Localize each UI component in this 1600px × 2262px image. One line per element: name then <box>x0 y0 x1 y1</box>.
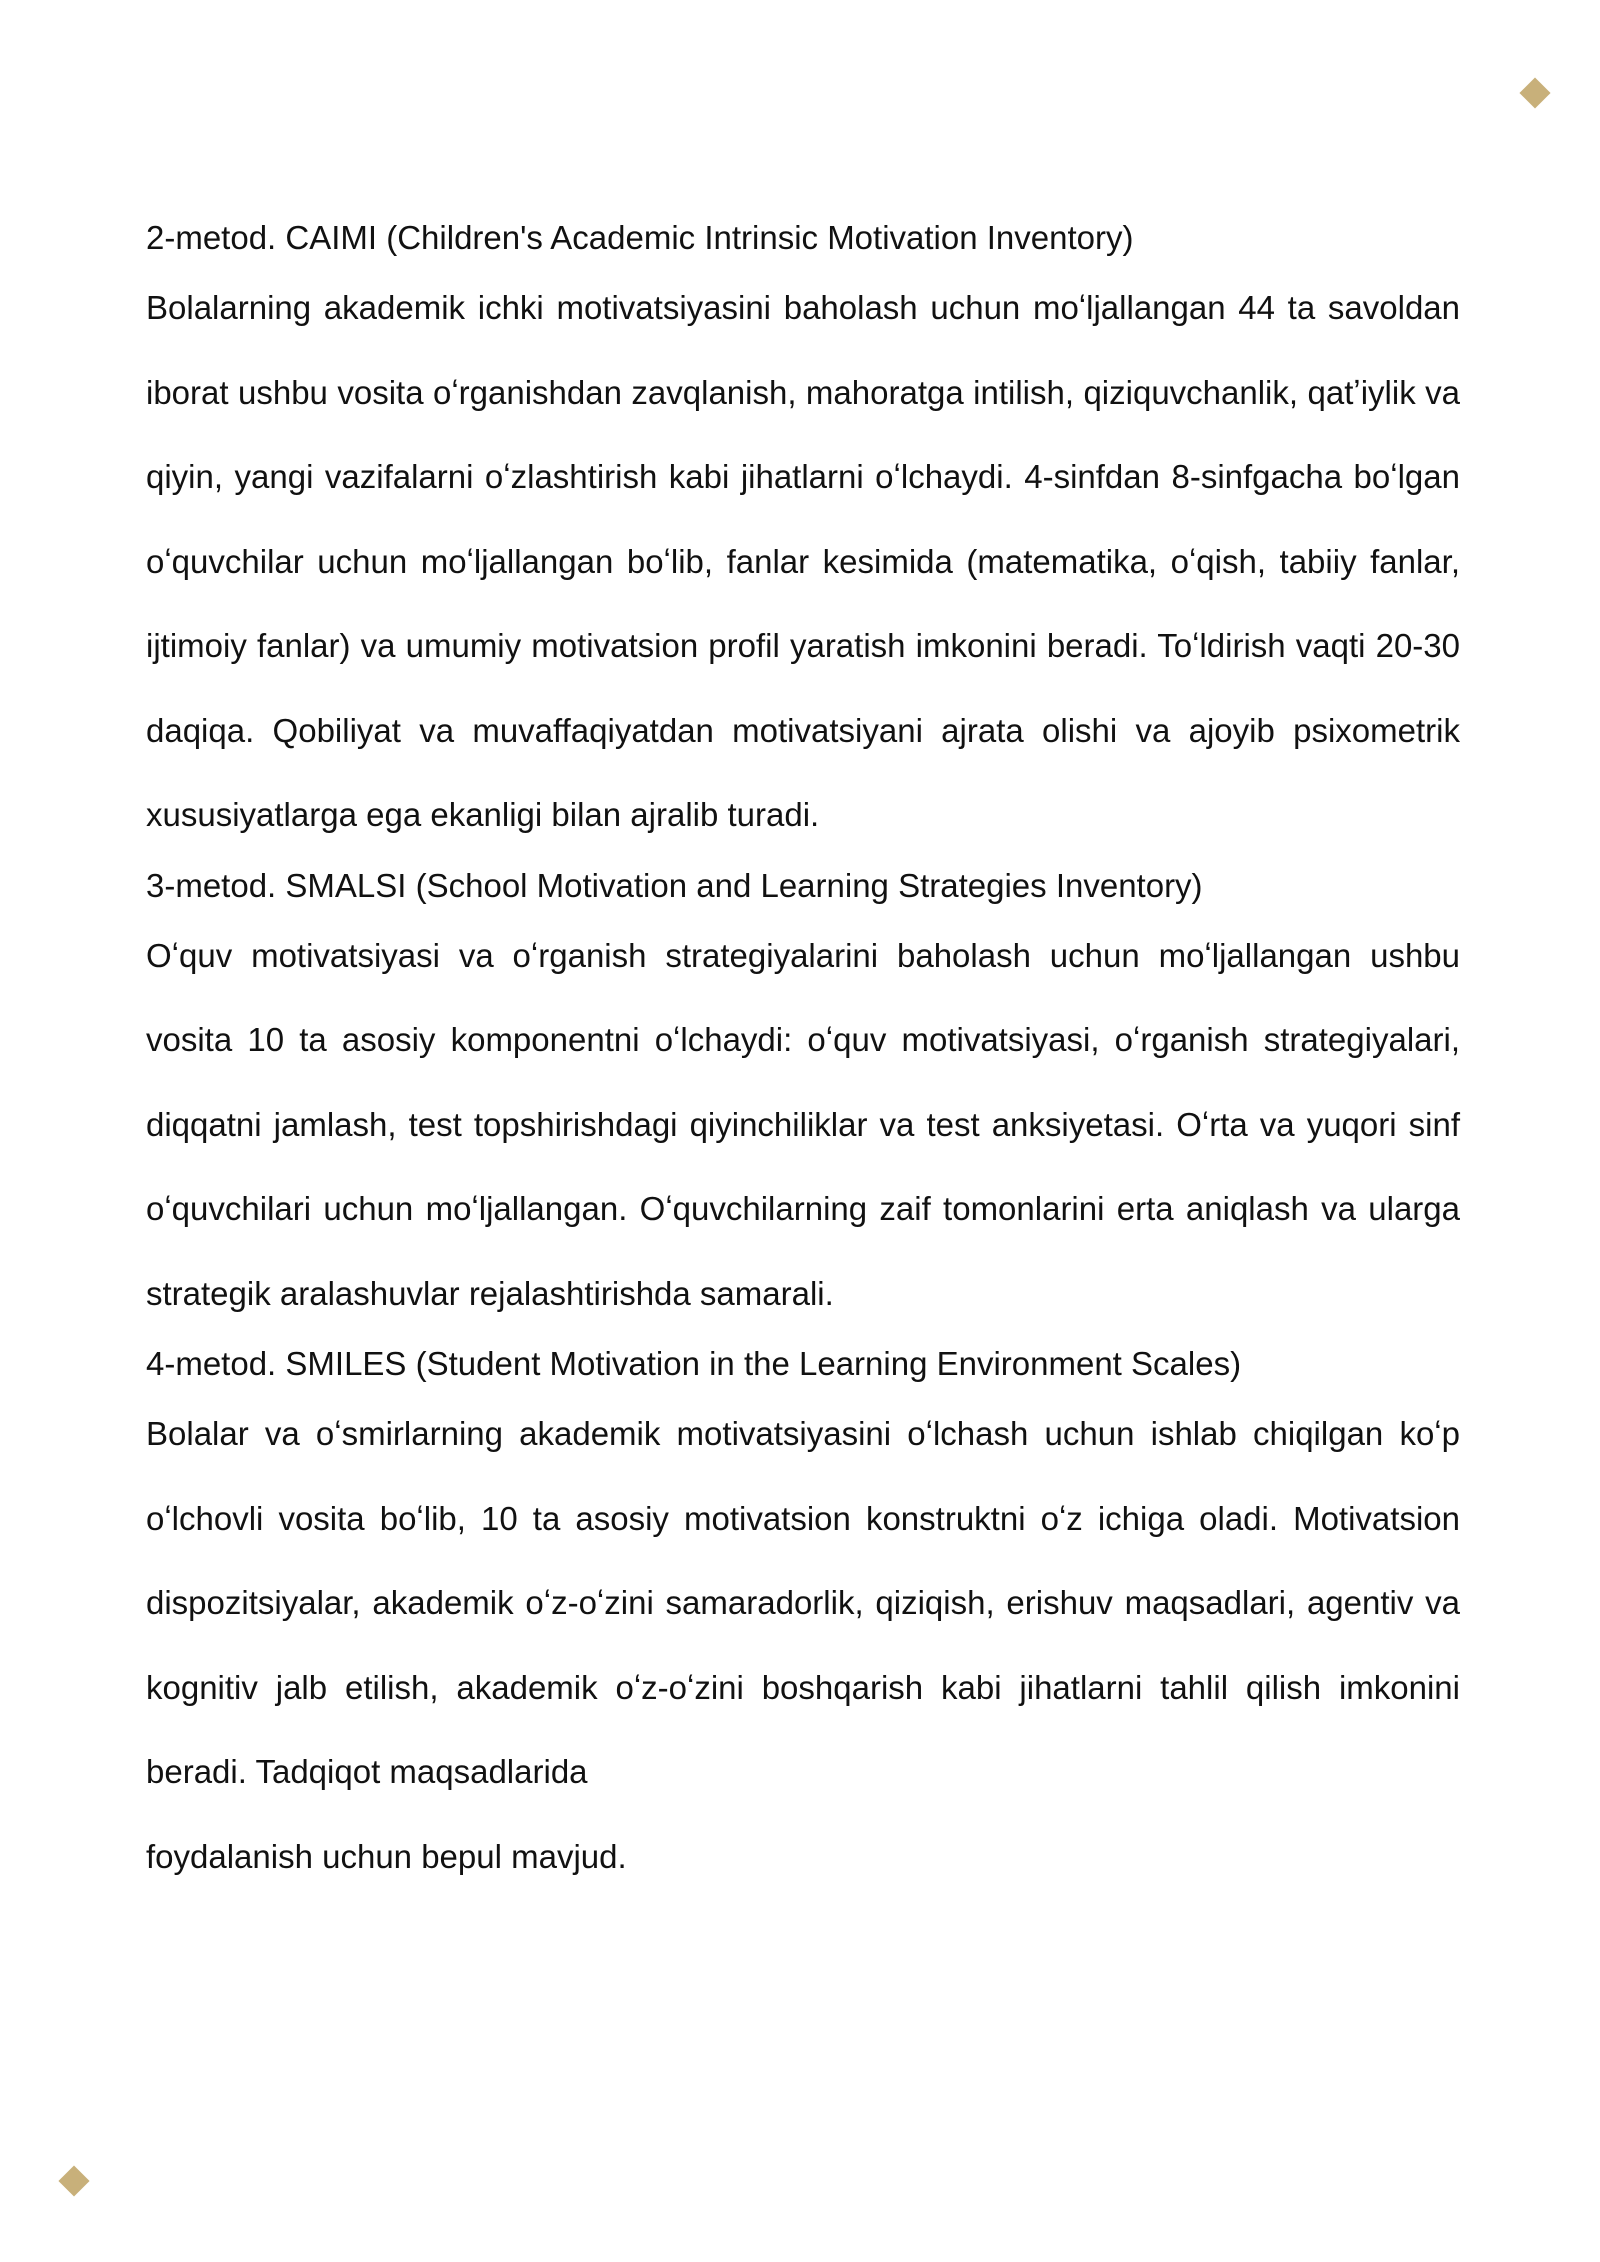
section-paragraph: Bolalarning akademik ichki motivatsiyasini baholash uchun moʻljallangan 44 ta savoldan iborat ushbu vosita oʻrganishdan zavqlanish, mahoratga intilish, qiziquvchanlik, qatʼiylik va qiyin, yangi vazifalarni oʻzlashtirish kabi jihatlarni oʻlchaydi. 4-sinfdan 8-sinfgacha boʻlgan oʻquvchilar uchun moʻljallangan boʻlib, fanlar kesimida (matematika, oʻqish, tabiiy fanlar, ijtimoiy fanlar) va umumiy motivatsion profil yaratish imkonini beradi. Toʻldirish vaqti 20-30 daqiqa. Qobiliyat va muvaffaqiyatdan motivatsiyani ajrata olishi va ajoyib psixometrik xususiyatlarga ega ekanligi bilan ajralib turadi. <box>146 289 1460 833</box>
section-caimi <box>146 210 1460 858</box>
section-heading: 4-metod. SMILES (Student Motivation in the Learning Environment Scales) <box>146 1345 1242 1382</box>
section-paragraph: Bolalar va oʻsmirlarning akademik motivatsiyasini oʻlchash uchun ishlab chiqilgan koʻp oʻlchovli vosita boʻlib, 10 ta asosiy motivatsion konstruktni oʻz ichiga oladi. Motivatsion dispozitsiyalar, akademik oʻz-oʻzini samaradorlik, qiziqish, erishuv maqsadlari, agentiv va kognitiv jalb etilish, akademik oʻz-oʻzini boshqarish kabi jihatlarni tahlil qilish imkonini beradi. Tadqiqot maqsadlarida <box>146 1415 1460 1790</box>
section-paragraph: Oʻquv motivatsiyasi va oʻrganish strategiyalarini baholash uchun moʻljallangan ushbu vosita 10 ta asosiy komponentni oʻlchaydi: oʻquv motivatsiyasi, oʻrganish strategiyalari, diqqatni jamlash, test topshirishdagi qiyinchiliklar va test anksiyetasi. Oʻrta va yuqori sinf oʻquvchilari uchun moʻljallangan. Oʻquvchilarning zaif tomonlarini erta aniqlash va ularga strategik aralashuvlar rejalashtirishda samarali. <box>146 936 1460 1312</box>
section-smiles <box>146 1336 1460 1899</box>
section-smalsi <box>146 858 1460 1337</box>
diamond-ornament-icon <box>1519 77 1550 108</box>
section-heading: 3-metod. SMALSI (School Motivation and Learning Strategies Inventory) <box>146 866 1203 904</box>
diamond-ornament-icon <box>58 2165 89 2196</box>
document-body <box>146 210 1460 1899</box>
section-heading: 2-metod. CAIMI (Children's Academic Intrinsic Motivation Inventory) <box>146 219 1134 256</box>
section-paragraph-tail: foydalanish uchun bepul mavjud. <box>146 1837 627 1875</box>
